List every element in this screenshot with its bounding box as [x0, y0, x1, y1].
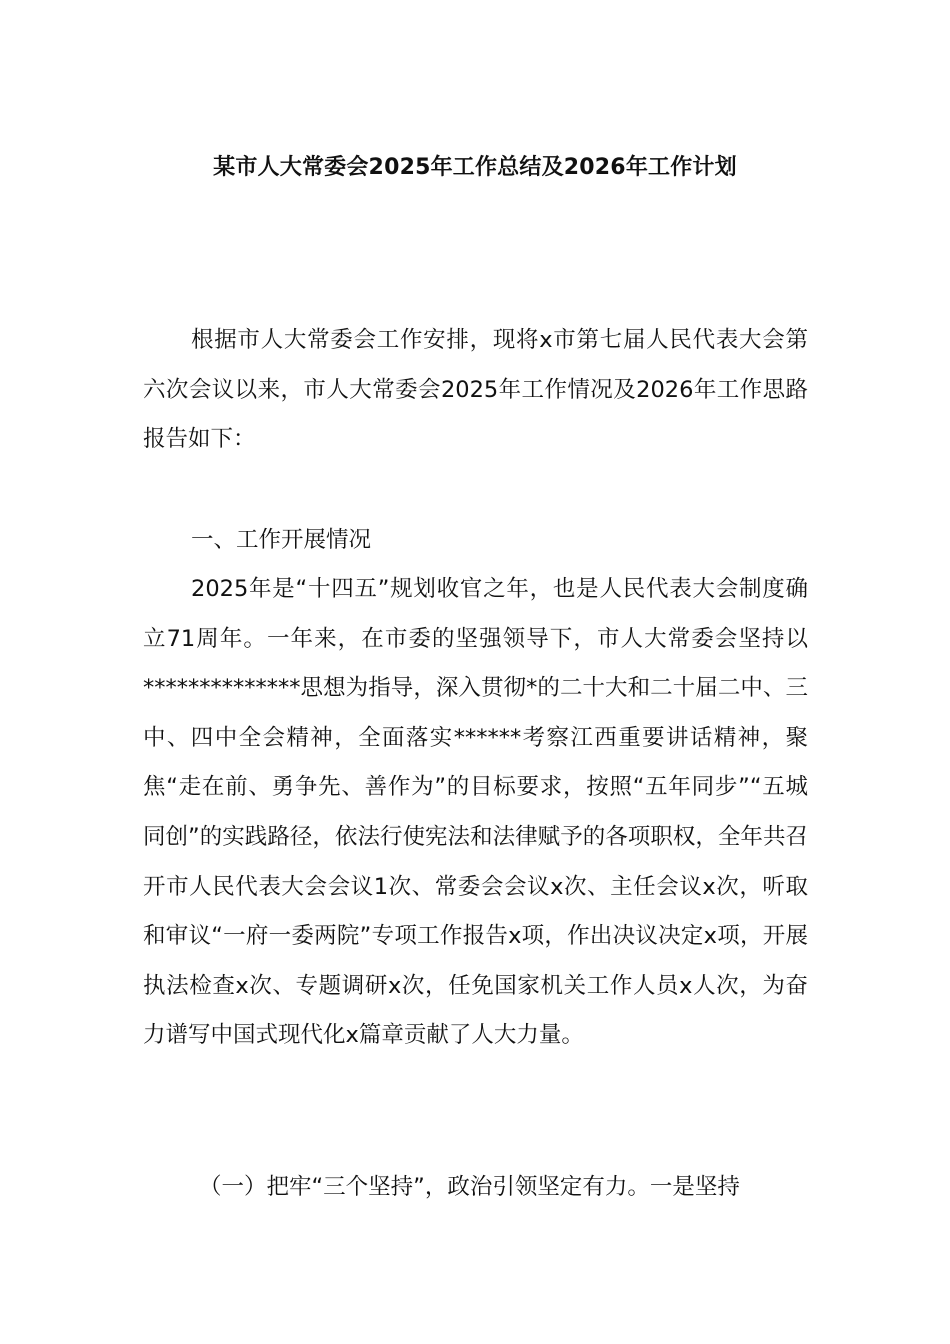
subsection-paragraph: （一）把牢“三个坚持”，政治引领坚定有力。一是坚持: [199, 1174, 740, 1200]
section-body-paragraph: 2025年是“十四五”规划收官之年，也是人民代表大会制度确立71周年。一年来，在市委的坚强领导下，市人大常委会坚持以**************思想为指导，深入贯彻*的二十大和二十届二中、三中、四中全会精神，全面落实******考察江西重要讲话精神，聚焦“走在前、勇争先、善作为”的目标要求，按照“五年同步”“五城同创”的实践路径，依法行使宪法和法律赋予的各项职权，全年共召开市人民代表大会会议1次、常委会会议x次、主任会议x次，听取和审议“一府一委两院”专项工作报告x项，作出决议决定x项，开展执法检查x次、专题调研x次，任免国家机关工作人员x人次，为奋力谱写中国式现代化x篇章贡献了人大力量。: [143, 576, 808, 1049]
intro-paragraph: 根据市人大常委会工作安排，现将x市第七届人民代表大会第六次会议以来，市人大常委会2025年工作情况及2026年工作思路报告如下：: [143, 327, 808, 453]
document-title: 某市人大常委会2025年工作总结及2026年工作计划: [213, 155, 737, 180]
section-heading: 一、工作开展情况: [191, 527, 372, 553]
